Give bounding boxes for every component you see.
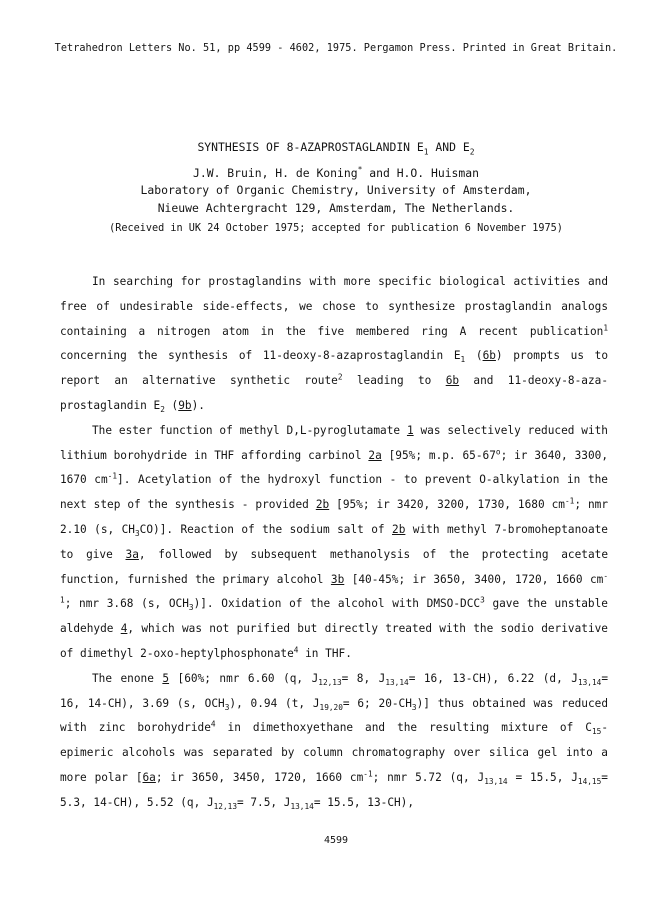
authors-b: and H.O. Huisman: [362, 166, 479, 180]
paragraph-3: The enone 5 [60%; nmr 6.60 (q, $J_{12,13}= 8$, $J_{13,14}= 16$, 13-CH), 6.22 (d, $J_{13,14}= 16$, 14-CH), 3.69 (s, $OCH_3$), 0.94 (t, $J_{19,20}= 6$; $20-CH_3$)] thus obtained was reduced with zinc borohydride$^4$ in dimethoxyethane and the resulting mixture of $C_{15}$-epimeric alcohols was separated by column chromatography over silica gel into a more polar [6a; ir 3650, 3450, 1720, 1660 $cm^{-1}$; nmr 5.72 (q, $J_{13,14} = 15.5$, $J_{14,15}= 5.3$, 14-CH), 5.52 (q, $J_{12,13}= 7.5$, $J_{13,14}= 15.5$, 13-CH),: [60, 671, 609, 811]
page-number: 4599: [323, 835, 349, 846]
received-line: (Received in UK 24 October 1975; accepted for publication 6 November 1975): [109, 223, 563, 234]
title-sub-2: 2: [469, 147, 475, 157]
article-title: [0, 140, 672, 157]
article-body: [60, 270, 608, 816]
authors-a: J.W. Bruin, H. de Koning: [193, 166, 358, 180]
corresponding-star: *: [357, 165, 363, 175]
paragraph-2: The ester function of methyl D,L-pyroglutamate 1 was selectively reduced with lithium borohydride in THF affording carbinol 2a [95%; m.p. 65-67$^o$; ir 3640, 3300, 1670 $cm^{-1}$]. Acetylation of the hydroxyl function - to prevent O-alkylation in the next step of the synthesis - provided 2b [95%; ir 3420, 3200, 1730, 1680 $cm^{-1}$; nmr 2.10 (s, $CH_3CO$)]. Reaction of the sodium salt of 2b with methyl 7-bromoheptanoate to give 3a, followed by subsequent methanolysis of the protecting acetate function, furnished the primary alcohol 3b [40-45%; ir 3650, 3400, 1720, 1660 $cm^{-1}$; nmr 3.68 (s, $OCH_3$)]. Oxidation of the alcohol with DMSO-DCC$^3$ gave the unstable aldehyde 4, which was not purified but directly treated with the sodio derivative of dimethyl 2-oxo-heptylphosphonate$^4$ in THF.: [60, 423, 609, 660]
affiliation-2: Nieuwe Achtergracht 129, Amsterdam, The Netherlands.: [157, 201, 515, 215]
title-sub-1: 1: [423, 147, 429, 157]
paragraph-1: In searching for prostaglandins with more specific biological activities and free of undesirable side-effects, we chose to synthesize prostaglandin analogs containing a nitrogen atom in the five membered ring A recent publication$^1$ concerning the synthesis of 11-deoxy-8-azaprostaglandin $E_1$ (6b) prompts us to report an alternative synthetic route$^2$ leading to 6b and 11-deoxy-8-aza-prostaglandin $E_2$ (9b).: [60, 275, 609, 415]
author-line: [0, 166, 672, 180]
title-and: AND E: [428, 140, 470, 154]
affiliation-1: Laboratory of Organic Chemistry, University of Amsterdam,: [140, 183, 532, 197]
title-main: SYNTHESIS OF 8-AZAPROSTAGLANDIN E: [197, 140, 424, 154]
journal-header: Tetrahedron Letters No. 51, pp 4599 - 4602, 1975. Pergamon Press. Printed in Great Britain.: [54, 43, 618, 54]
